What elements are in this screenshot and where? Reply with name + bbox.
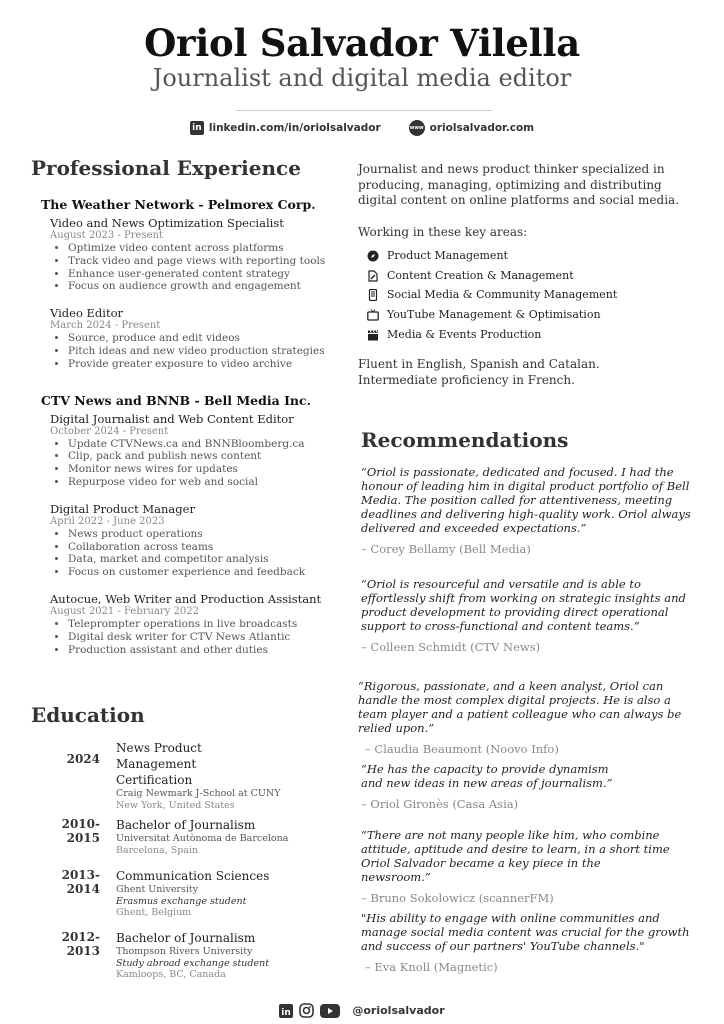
job-bullet: • Clip, pack and publish news content (68, 450, 331, 463)
recommendation-author: – Bruno Sokolowicz (scannerFM) (361, 891, 554, 905)
social-handle[interactable]: @oriolsalvador (352, 1004, 445, 1017)
key-area-label: Social Media & Community Management (387, 288, 618, 302)
linkedin-icon: in (190, 121, 204, 135)
recommendation (361, 828, 671, 905)
education-year: 2013-2014 (61, 868, 100, 896)
mobile-phone-icon (367, 289, 379, 301)
job-entry (50, 412, 331, 489)
experience-heading: Professional Experience (31, 156, 301, 180)
job-bullets (50, 242, 331, 293)
education-school: Universitat Autònoma de Barcelona (116, 833, 289, 844)
instagram-icon[interactable] (299, 1003, 314, 1018)
recommendation-author: – Oriol Gironès (Casa Asia) (361, 797, 519, 811)
recommendation-quote: “Oriol is resourceful and versatile and is able to effortlessly shift from working on strategic insights and product development to providing direct operational support to cross-functional and content teams.” (361, 577, 686, 633)
key-areas-list (358, 246, 698, 344)
education-title: Communication Sciences (116, 869, 270, 883)
areas-intro: Working in these key areas: (358, 224, 528, 239)
job-bullets (50, 438, 331, 489)
key-area-item (358, 246, 698, 266)
languages: Fluent in English, Spanish and Catalan. Intermediate proficiency in French. (358, 357, 600, 387)
job-bullet: • Repurpose video for web and social (68, 476, 331, 489)
job-bullet: • Pitch ideas and new video production strategies (68, 345, 331, 358)
key-area-label: YouTube Management & Optimisation (387, 308, 601, 322)
job-bullet: • Enhance user-generated content strategy (68, 268, 331, 281)
education-details (116, 930, 316, 981)
job-date: March 2024 - Present (50, 320, 161, 332)
education-place: Ghent, Belgium (116, 907, 192, 918)
education-details (116, 868, 316, 919)
pencil-document-icon (367, 270, 379, 282)
company-block (31, 393, 331, 657)
recommendation-quote: “He has the capacity to provide dynamism and new ideas in new areas of journalism.” (361, 762, 613, 790)
website-link[interactable] (409, 120, 534, 136)
education-year: 2010-2015 (61, 817, 100, 845)
education-school: Ghent University (116, 884, 199, 895)
job-bullets (50, 332, 331, 370)
header-divider (236, 110, 492, 111)
recommendations-heading: Recommendations (361, 428, 569, 452)
linkedin-url[interactable]: linkedin.com/in/oriolsalvador (208, 122, 381, 134)
recommendation (361, 911, 706, 974)
job-role: Video Editor (50, 306, 124, 321)
education-note: Erasmus exchange student (116, 895, 247, 907)
job-bullet: • Track video and page views with reporting tools (68, 255, 331, 268)
recommendation-author: – Corey Bellamy (Bell Media) (361, 542, 531, 556)
job-role: Digital Product Manager (50, 501, 195, 516)
job-bullet: • Focus on customer experience and feedback (68, 566, 331, 579)
company-name: CTV News and BNNB - Bell Media Inc. (41, 392, 311, 408)
website-url[interactable]: oriolsalvador.com (429, 122, 535, 134)
job-entry (50, 306, 331, 370)
job-bullet: • Data, market and competitor analysis (68, 553, 331, 566)
job-bullet: • Focus on audience growth and engagement (68, 280, 331, 293)
education-details (116, 740, 316, 811)
job-bullet: • Teleprompter operations in live broadcasts (68, 618, 331, 631)
key-area-label: Product Management (387, 249, 508, 262)
recommendation (361, 577, 706, 654)
summary-intro: Journalist and news product thinker specialized in producing, managing, optimizing and distributing digital content on online platforms and social media. (358, 162, 680, 207)
recommendation-quote: “Rigorous, passionate, and a keen analyst, Oriol can handle the most complex digital projects. He is also a team player and a patient colleague who can always be relied upon.” (358, 679, 682, 735)
education-title: Bachelor of Journalism (116, 818, 256, 832)
person-name: Oriol Salvador Vilella (144, 21, 580, 65)
linkedin-link[interactable] (190, 120, 381, 136)
education-item (31, 817, 331, 856)
education-item (31, 868, 331, 919)
recommendation-author: – Eva Knoll (Magnetic) (365, 960, 498, 974)
key-area-item (358, 266, 698, 286)
education-place: New York, United States (116, 799, 235, 811)
education-place: Barcelona, Spain (116, 844, 199, 856)
experience-section (31, 156, 331, 656)
key-area-label: Media & Events Production (387, 327, 542, 341)
job-date: October 2024 - Present (50, 425, 169, 437)
job-bullet: • Production assistant and other duties (68, 644, 331, 657)
job-date: August 2021 - February 2022 (50, 605, 199, 617)
job-bullet: • News product operations (68, 528, 331, 541)
contact-links (0, 120, 724, 136)
tv-icon (367, 309, 379, 321)
education-title: Bachelor of Journalism (116, 931, 256, 945)
key-area-item (358, 325, 698, 345)
education-note: Study abroad exchange student (116, 957, 270, 969)
job-role: Digital Journalist and Web Content Editor (50, 411, 294, 426)
clapperboard-icon (367, 329, 379, 341)
education-title: News Product Management Certification (116, 741, 202, 787)
education-school: Craig Newmark J-School at CUNY (116, 788, 281, 799)
job-bullet: • Update CTVNews.ca and BNNBloomberg.ca (68, 438, 331, 451)
job-role: Video and News Optimization Specialist (50, 216, 284, 230)
education-year: 2012-2013 (61, 930, 100, 958)
key-area-item (358, 305, 698, 325)
job-bullet: • Monitor news wires for updates (68, 463, 331, 476)
summary-section (358, 162, 698, 388)
key-area-label: Content Creation & Management (387, 268, 574, 282)
job-date: April 2022 - June 2023 (50, 515, 165, 527)
job-entry (50, 502, 331, 579)
svg-text:in: in (281, 1007, 292, 1018)
linkedin-icon[interactable] (279, 1004, 293, 1018)
compass-icon (367, 250, 379, 262)
job-bullet: • Collaboration across teams (68, 541, 331, 554)
job-entry (50, 216, 331, 293)
education-item (31, 740, 331, 811)
job-bullet: • Source, produce and edit videos (68, 332, 331, 345)
recommendation-quote: “There are not many people like him, who combine attitude, aptitude and desire to learn, in a short time Oriol Salvador became a key piece in the newsroom.” (361, 828, 670, 884)
recommendation (361, 465, 706, 556)
company-name: The Weather Network - Pelmorex Corp. (41, 197, 316, 212)
person-title: Journalist and digital media editor (152, 64, 572, 92)
recommendation (358, 679, 703, 756)
job-bullets (50, 618, 331, 656)
job-bullet: • Digital desk writer for CTV News Atlantic (68, 631, 331, 644)
education-details (116, 817, 316, 856)
social-footer (0, 1003, 724, 1018)
resume-header (0, 18, 724, 92)
recommendation (361, 762, 621, 811)
recommendation-quote: "His ability to engage with online communities and manage social media content was crucial for the growth and success of our partners' YouTube channels." (361, 911, 690, 953)
company-block (31, 197, 331, 371)
education-place: Kamloops, BC, Canada (116, 969, 226, 980)
recommendation-quote: “Oriol is passionate, dedicated and focused. I had the honour of leading him in digital product portfolio of Bell Media. The position called for attentiveness, meeting deadlines and delivering high-quality work. Oriol always delivered and exceeded expectations.” (361, 465, 691, 535)
job-bullet: • Optimize video content across platforms (68, 242, 331, 255)
education-item (31, 930, 331, 981)
job-date: August 2023 - Present (50, 230, 163, 241)
education-year: 2024 (66, 752, 100, 766)
globe-icon: www (409, 120, 425, 136)
youtube-icon[interactable] (320, 1004, 340, 1018)
recommendation-author: – Claudia Beaumont (Noovo Info) (365, 742, 559, 756)
education-heading: Education (31, 703, 145, 727)
recommendation-author: – Colleen Schmidt (CTV News) (361, 640, 541, 654)
job-bullet: • Provide greater exposure to video archive (68, 358, 331, 371)
job-role: Autocue, Web Writer and Production Assistant (50, 591, 322, 606)
job-bullets (50, 528, 331, 579)
key-area-item (358, 285, 698, 305)
education-school: Thompson Rivers University (116, 946, 253, 957)
job-entry (50, 592, 331, 656)
